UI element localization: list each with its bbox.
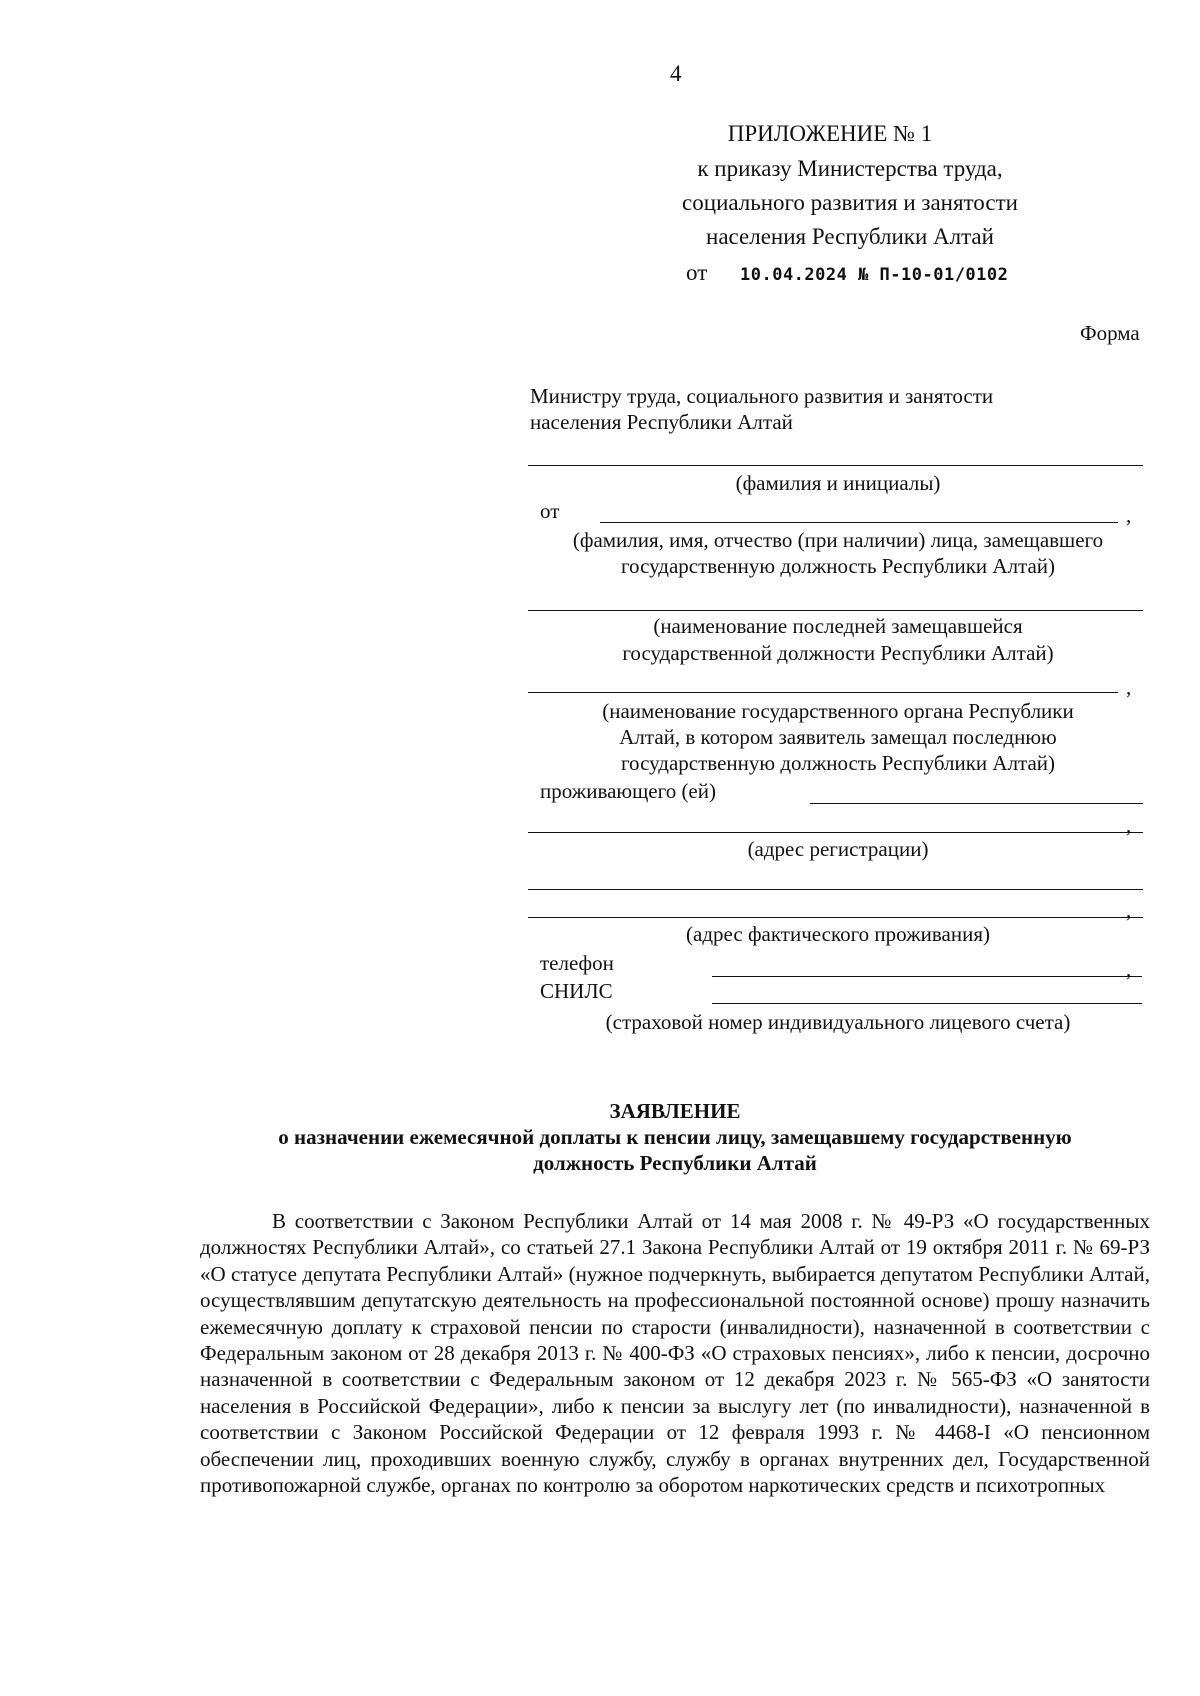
order-date-number: 10.04.2024 № П-10-01/0102 [740,265,1009,285]
hint-reg-address: (адрес регистрации) [747,837,929,861]
reg-address-field-line[interactable] [528,832,1143,833]
comma: , [1126,675,1132,699]
statement-body-paragraph: В соответствии с Законом Республики Алтай от 14 мая 2008 г. № 49-РЗ «О государственных должностях Республики Алтай», со статьей 27.1 Закона Республики Алтай от 19 октября 2011 г. № 69-РЗ «О статусе депутата Республики Алтай» (нужное подчеркнуть, выбирается депутатом Республики Алтай, осуществлявшим депутатскую деятельность на профессиональной постоянной основе) прошу назначить ежемесячную доплату к страховой пенсии по старости (инвалидности), назначенной в соответствии с Федеральным законом от 28 декабря 2013 г. № 400-ФЗ «О страховых пенсиях», либо к пенсии, досрочно назначенной в соответствии с Федеральным законом от 12 декабря 2023 г. № 565-ФЗ «О занятости населения в Российской Федерации», либо к пенсии за выслугу лет (по инвалидности), назначенной в соответствии с Законом Российской Федерации от 12 февраля 1993 г. № 4468-I «О пенсионном обеспечении лиц, проходивших военную службу, службу в органах внутренних дел, Государственной противопожарной службе, органах по контролю за оборотом наркотических средств и психотропных [200,1209,1150,1498]
hint-organ-2: Алтай, в котором заявитель замещал последнюю [619,725,1057,749]
hint-applicant-2: государственную должность Республики Алтай) [620,554,1056,578]
hint-snils: (страховой номер индивидуального лицевого счета) [605,1010,1071,1034]
hint-actual-address: (адрес фактического проживания) [686,922,990,946]
snils-label: СНИЛС [540,979,613,1003]
phone-label: телефон [540,951,614,975]
page-number: 4 [670,61,682,86]
addressee-line-2: населения Республики Алтай [530,410,793,434]
statement-subtitle-2: должность Республики Алтай [533,1151,817,1175]
addressee-line-1: Министру труда, социального развития и занятости [530,384,994,408]
statement-body [200,1208,1150,1498]
actual-address-field-line-1[interactable] [528,889,1143,890]
name-field-line[interactable] [528,465,1143,466]
order-date-prefix: от [686,260,708,285]
comma: , [1126,898,1132,922]
statement-title: ЗАЯВЛЕНИЕ [609,1099,741,1123]
actual-address-field-line-2[interactable] [528,917,1143,918]
hint-organ-1: (наименование государственного органа Республики [602,699,1074,723]
hint-position-1: (наименование последней замещавшейся [653,614,1023,638]
statement-subtitle-1: о назначении ежемесячной доплаты к пенсии лицу, замещавшему государственную [278,1125,1072,1149]
position-field-line[interactable] [528,610,1143,611]
comma: , [1126,503,1132,527]
hint-name: (фамилия и инициалы) [735,471,941,495]
phone-field-line[interactable] [712,976,1142,977]
hint-applicant-1: (фамилия, имя, отчество (при наличии) лица, замещавшего [572,528,1104,552]
organ-field-line[interactable] [528,692,1118,693]
appendix-line-3: населения Республики Алтай [706,224,994,249]
residing-label: проживающего (ей) [540,779,716,803]
appendix-title: ПРИЛОЖЕНИЕ № 1 [727,121,933,146]
comma: , [1126,957,1132,981]
applicant-field-line[interactable] [600,522,1118,523]
snils-field-line[interactable] [712,1003,1142,1004]
hint-position-2: государственной должности Республики Алтай) [622,641,1054,665]
residing-field-line[interactable] [810,803,1143,804]
hint-organ-3: государственную должность Республики Алтай) [620,751,1056,775]
comma: , [1126,813,1132,837]
appendix-line-1: к приказу Министерства труда, [697,156,1003,181]
from-label: от [540,499,560,523]
form-label: Форма [1080,321,1140,345]
appendix-line-2: социального развития и занятости [682,190,1018,215]
